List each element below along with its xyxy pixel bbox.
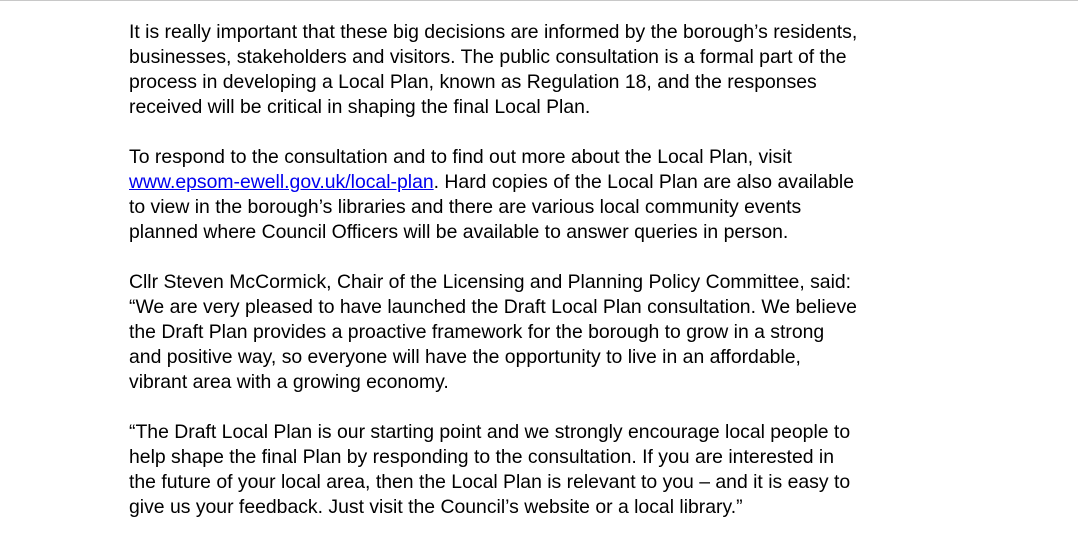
text-line: help shape the final Plan by responding to the consultation. If you are interested in xyxy=(129,446,834,468)
text-line: Cllr Steven McCormick, Chair of the Licensing and Planning Policy Committee, said: xyxy=(129,271,852,293)
text-line: To respond to the consultation and to find out more about the Local Plan, visit xyxy=(129,146,792,168)
text-line: “We are very pleased to have launched the Draft Local Plan consultation. We believe xyxy=(129,296,857,318)
local-plan-link[interactable]: www.epsom-ewell.gov.uk/local-plan xyxy=(129,171,434,193)
paragraph-consultation-importance xyxy=(129,20,1069,120)
text-line: “The Draft Local Plan is our starting point and we strongly encourage local people to xyxy=(129,421,851,443)
text-line: businesses, stakeholders and visitors. The public consultation is a formal part of the xyxy=(129,46,847,68)
text-line: planned where Council Officers will be available to answer queries in person. xyxy=(129,221,789,243)
text-line: give us your feedback. Just visit the Council’s website or a local library.” xyxy=(129,496,743,518)
text-line: to view in the borough’s libraries and there are various local community events xyxy=(129,196,802,218)
text-line: the Draft Plan provides a proactive framework for the borough to grow in a strong xyxy=(129,321,825,343)
text-line-with-link xyxy=(129,170,1069,195)
paragraph-cllr-quote xyxy=(129,270,1069,395)
paragraph-quote-continuation xyxy=(129,420,1069,520)
text-line: It is really important that these big decisions are informed by the borough’s residents, xyxy=(129,21,858,43)
top-border-divider xyxy=(0,0,1078,1)
text-line: and positive way, so everyone will have the opportunity to live in an affordable, xyxy=(129,346,801,368)
paragraph-how-to-respond xyxy=(129,145,1069,245)
text-line: vibrant area with a growing economy. xyxy=(129,371,449,393)
text-line: the future of your local area, then the Local Plan is relevant to you – and it is easy to xyxy=(129,471,851,493)
document-page xyxy=(129,20,1069,545)
text-line: received will be critical in shaping the final Local Plan. xyxy=(129,96,591,118)
text-after-link: . Hard copies of the Local Plan are also available xyxy=(433,171,855,193)
text-line: process in developing a Local Plan, known as Regulation 18, and the responses xyxy=(129,71,817,93)
